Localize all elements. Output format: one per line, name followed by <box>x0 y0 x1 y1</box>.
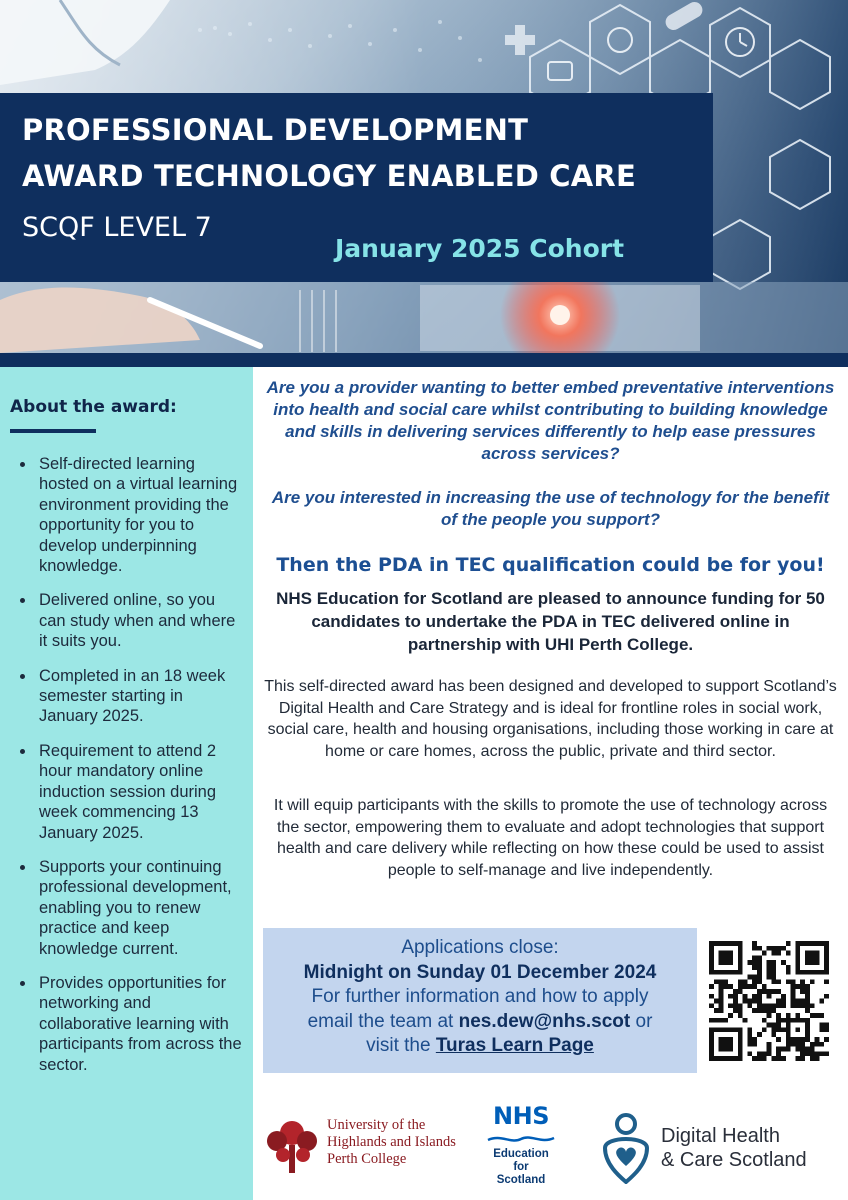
nhs-line-1: Education <box>493 1148 549 1160</box>
application-deadline: Midnight on Sunday 01 December 2024 <box>303 961 657 983</box>
dhcs-wordmark <box>661 1124 807 1172</box>
turas-learn-link[interactable]: Turas Learn Page <box>435 1035 594 1056</box>
about-bullet: Completed in an 18 week semester starting in January 2025. <box>18 666 244 727</box>
about-bullet: Delivered online, so you can study when and where it suits you. <box>18 590 244 651</box>
nhs-line-3: Scotland <box>496 1174 546 1186</box>
technology-question: Are you interested in increasing the use of technology for the benefit of the people you support? <box>271 488 830 529</box>
about-bullet-list <box>18 454 244 1089</box>
applications-close-label: Applications close: <box>401 937 559 958</box>
award-description: This self-directed award has been designed and developed to support Scotland’s Digital Health and Care Strategy and is ideal for frontline roles in social work, social care, health and housing organisations, including those working in care at home or care homes, across the public, private and third sector. <box>264 678 837 760</box>
about-title-underline <box>10 429 96 433</box>
about-bullet: Supports your continuing professional development, enabling you to renew practice and keep knowledge current. <box>18 857 244 959</box>
page-title-line-2: AWARD TECHNOLOGY ENABLED CARE <box>22 159 636 193</box>
funding-announcement: NHS Education for Scotland are pleased to announce funding for 50 candidates to undertake the PDA in TEC delivered online in partnership with UHI Perth College. <box>276 589 825 654</box>
uhi-perth-college-logo <box>261 1115 471 1175</box>
hero-banner <box>0 0 848 356</box>
visit-prefix: visit the <box>366 1035 436 1056</box>
further-info-line: For further information and how to apply <box>311 986 649 1007</box>
applications-box <box>263 928 697 1073</box>
dhcs-line-2: & Care Scotland <box>661 1149 807 1171</box>
dhcs-line-1: Digital Health <box>661 1125 780 1147</box>
title-panel <box>0 93 713 282</box>
qr-code[interactable] <box>709 941 829 1061</box>
nhs-wave-icon <box>486 1134 556 1144</box>
uhi-line-3: Perth College <box>327 1151 407 1167</box>
dhcs-figure-icon <box>597 1112 655 1184</box>
contact-email-link[interactable]: nes.dew@nhs.scot <box>458 1010 631 1032</box>
email-prefix: email the team at <box>307 1010 459 1032</box>
hero-divider <box>0 353 848 367</box>
visit-line <box>263 1034 697 1059</box>
main-content <box>253 367 848 1200</box>
digital-health-care-scotland-logo <box>597 1112 837 1187</box>
cohort-label: January 2025 Cohort <box>335 234 625 263</box>
page-title-line-1: PROFESSIONAL DEVELOPMENT <box>22 113 529 147</box>
nhs-line-2: for <box>513 1161 529 1173</box>
about-award-sidebar <box>0 367 253 1200</box>
uhi-line-2: Highlands and Islands <box>327 1134 456 1150</box>
about-bullet: Provides opportunities for networking and collaborative learning with participants from across the sector. <box>18 973 244 1075</box>
about-title: About the award: <box>10 397 177 417</box>
scqf-level: SCQF LEVEL 7 <box>22 212 212 243</box>
pda-headline: Then the PDA in TEC qualification could be for you! <box>276 554 825 576</box>
email-line <box>263 1010 697 1035</box>
email-suffix: or <box>630 1010 653 1032</box>
nhs-wordmark: NHS <box>493 1102 549 1130</box>
uhi-line-1: University of the <box>327 1117 426 1133</box>
uhi-wordmark <box>327 1117 456 1168</box>
about-bullet: Self-directed learning hosted on a virtual learning environment providing the opportunity for you to develop underpinning knowledge. <box>18 454 244 576</box>
uhi-tree-icon <box>261 1115 323 1175</box>
nhs-education-scotland-logo <box>481 1103 561 1193</box>
award-outcomes: It will equip participants with the skills to promote the use of technology across the sector, empowering them to evaluate and adopt technologies that support health and care delivery while reflecting on how these could be used to assist people to self-manage and live independently. <box>273 797 828 879</box>
provider-question: Are you a provider wanting to better embed preventative interventions into health and social care whilst contributing to building knowledge and skills in delivering services differently to help ease pressures across services? <box>266 378 835 463</box>
about-bullet: Requirement to attend 2 hour mandatory online induction session during week commencing 13 January 2025. <box>18 741 244 843</box>
